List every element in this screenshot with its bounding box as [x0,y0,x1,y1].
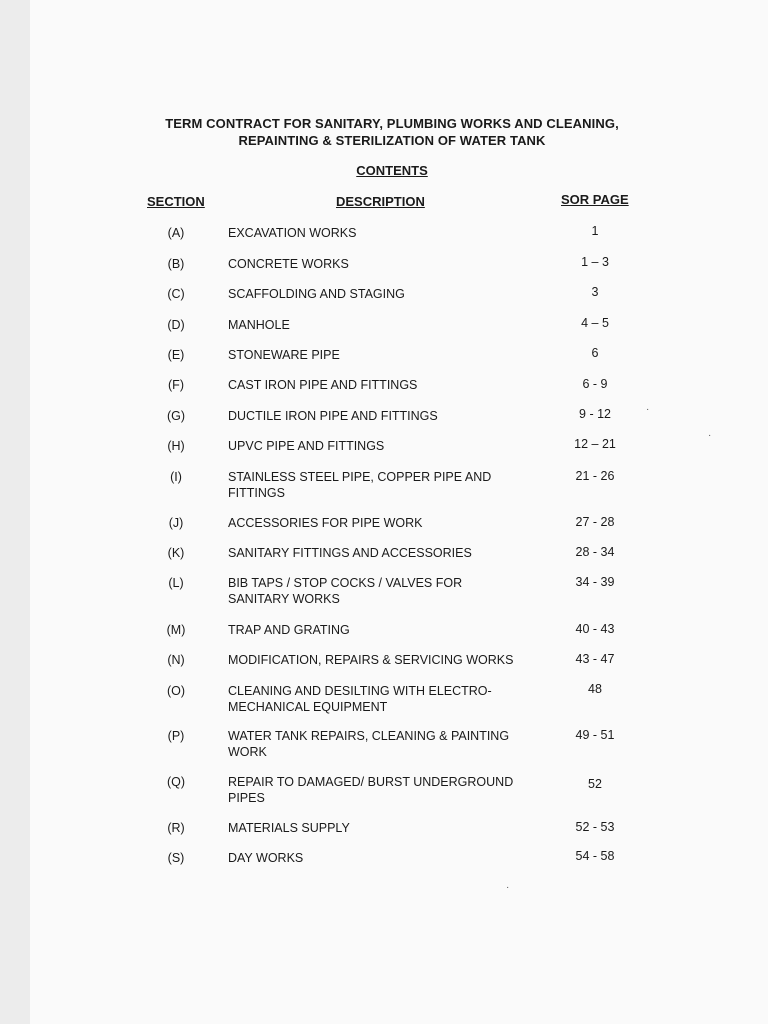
document-title-line-1: TERM CONTRACT FOR SANITARY, PLUMBING WORKS AND CLEANING, [165,116,619,131]
row-section: (M) [166,623,186,637]
row-description: MODIFICATION, REPAIRS & SERVICING WORKS [228,653,514,667]
document-page [30,0,768,1024]
row-sor-page: 52 [588,777,602,791]
row-sor-page: 6 [591,346,599,360]
row-sor-page: 40 - 43 [575,622,615,636]
row-section: (N) [167,653,185,667]
scan-speck: · [708,430,712,441]
row-description: UPVC PIPE AND FITTINGS [228,439,385,453]
row-description: SANITARY FITTINGS AND ACCESSORIES [228,546,472,560]
row-sor-page: 27 - 28 [575,515,615,529]
row-section: (B) [167,257,185,271]
row-sor-page: 49 - 51 [575,728,615,742]
row-sor-page: 1 – 3 [581,255,609,269]
row-section: (G) [166,409,186,423]
row-section: (S) [167,851,185,865]
row-section: (I) [170,470,182,484]
row-sor-page: 3 [591,285,599,299]
row-description: WATER TANK REPAIRS, CLEANING & PAINTING WORK [228,729,510,759]
row-description: MATERIALS SUPPLY [228,821,350,835]
row-sor-page: 48 [588,682,602,696]
row-section: (L) [168,576,184,590]
row-section: (K) [167,546,185,560]
row-description: CONCRETE WORKS [228,257,349,271]
section-column-header: SECTION [147,194,205,209]
row-description: TRAP AND GRATING [228,623,350,637]
contents-heading: CONTENTS [356,163,428,178]
row-section: (E) [167,348,185,362]
row-description: CLEANING AND DESILTING WITH ELECTRO-MECHANICAL EQUIPMENT [228,684,492,714]
row-description: MANHOLE [228,318,290,332]
row-description: EXCAVATION WORKS [228,226,357,240]
row-sor-page: 52 - 53 [575,820,615,834]
row-section: (O) [166,684,186,698]
sor-page-column-header: SOR PAGE [561,192,629,207]
row-description: BIB TAPS / STOP COCKS / VALVES FOR SANITARY WORKS [228,576,463,606]
row-section: (F) [168,378,184,392]
row-description: STAINLESS STEEL PIPE, COPPER PIPE AND FITTINGS [228,470,492,500]
row-description: DUCTILE IRON PIPE AND FITTINGS [228,409,438,423]
row-sor-page: 4 – 5 [581,316,609,330]
row-section: (C) [167,287,185,301]
description-column-header: DESCRIPTION [336,194,425,209]
document-title-line-2: REPAINTING & STERILIZATION OF WATER TANK [238,133,546,148]
scan-speck: · [506,882,510,893]
row-description: REPAIR TO DAMAGED/ BURST UNDERGROUND PIPES [228,775,514,805]
row-sor-page: 6 - 9 [582,377,608,391]
row-section: (Q) [166,775,186,789]
row-sor-page: 54 - 58 [575,849,615,863]
row-section: (J) [168,516,184,530]
row-sor-page: 43 - 47 [575,652,615,666]
row-description: CAST IRON PIPE AND FITTINGS [228,378,418,392]
row-section: (P) [167,729,185,743]
row-description: SCAFFOLDING AND STAGING [228,287,405,301]
row-sor-page: 21 - 26 [575,469,615,483]
row-section: (R) [167,821,185,835]
row-section: (A) [167,226,185,240]
row-section: (H) [167,439,185,453]
row-section: (D) [167,318,185,332]
row-sor-page: 12 – 21 [574,437,616,451]
scan-speck: · [646,404,650,415]
row-description: ACCESSORIES FOR PIPE WORK [228,516,423,530]
row-sor-page: 1 [591,224,599,238]
row-sor-page: 28 - 34 [575,545,615,559]
row-description: STONEWARE PIPE [228,348,340,362]
row-sor-page: 9 - 12 [579,407,611,421]
row-sor-page: 34 - 39 [575,575,615,589]
row-description: DAY WORKS [228,851,304,865]
